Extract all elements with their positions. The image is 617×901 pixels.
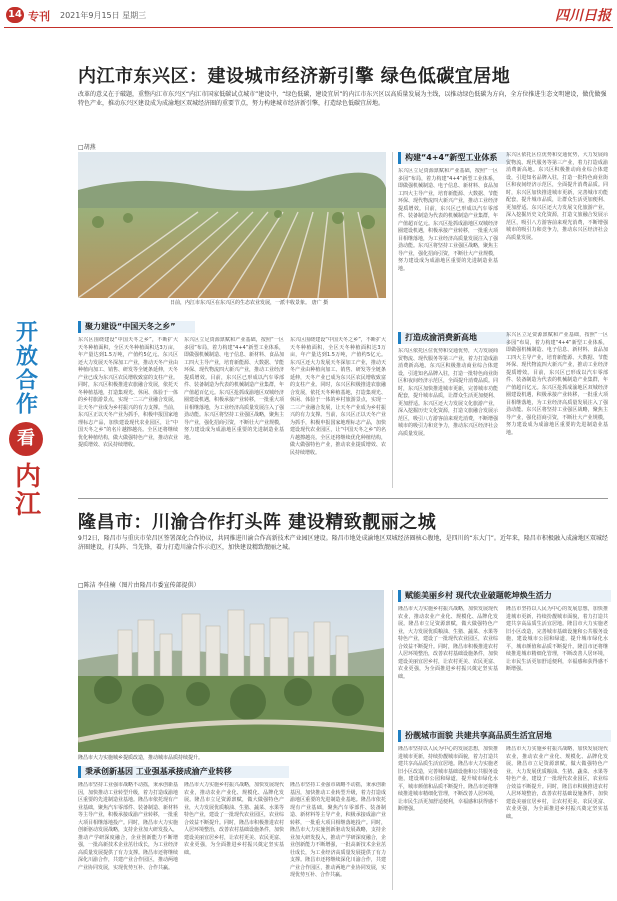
- story2-body-col1: 隆昌市大力实施乡村振兴战略，加快发展现代农业，推动农业产业化、规模化、品牌化发展。隆昌市立足资源禀赋，做大做强特色产业，大力发展优质粮油、生猪、蔬菜、水果等特色产业，建设了一批现代农业园区，农业综合效益不断提升。同时，隆昌市积极推进农村人居环境整治，改善农村基础设施条件，加快建设美丽宜居乡村，让农村更美、农民更富、农业更强，为全面推进乡村振兴奠定坚实基础。: [398, 606, 498, 680]
- story1-body-col5: 东兴区依托区位优势和交通优势，大力发展商贸物流、现代服务等第三产业，着力打造成渝消费新高地。东兴区积极推动商业综合体建设，引进知名品牌入驻，打造一批特色商业街区和夜间经济示范区，全面提升消费品质。同时，东兴区加快推进城市更新，完善城市功能配套，提升城市品质，让群众生活更加便利、更加舒适。东兴区还大力发展文化旅游产业，深入挖掘历史文化资源，打造文旅融合发展示范区，吸引八方游客前来观光消费，不断增强城市的吸引力和竞争力，推动东兴区经济社会高质量发展。: [506, 152, 608, 241]
- story1-photo: [78, 152, 386, 298]
- page-number: 14: [6, 7, 24, 23]
- story2-photo: [78, 590, 384, 752]
- story1-body-col6: 东兴区依托区位优势和交通优势，大力发展商贸物流、现代服务等第三产业，着力打造成渝消费新高地。东兴区积极推动商业综合体建设，引进知名品牌入驻，打造一批特色商业街区和夜间经济示范区，全面提升消费品质。同时，东兴区加快推进城市更新，完善城市功能配套，提升城市品质，让群众生活更加便利、更加舒适。东兴区还大力发展文化旅游产业，深入挖掘历史文化资源，打造文旅融合发展示范区，吸引八方游客前来观光消费，不断增强城市的吸引力和竞争力，推动东兴区经济社会高质量发展。: [398, 348, 498, 437]
- story-divider: [78, 498, 608, 499]
- story1-body-col7: 东兴区立足资源禀赋和产业基础，按照“一区多园”布局，着力构建“4+4”新型工业体系，即做强机械制造、电子信息、新材料、食品加工四大主导产业，培育新能源、大数据、节能环保、现代物流四大新兴产业，推动工业经济提质增效。目前，东兴区已形成以汽车零部件、装备制造为代表的机械制造产业集群，年产值超百亿元。东兴区抢抓成渝地区双城经济圈建设机遇，积极承接产业转移，一批重大项目相继落地，为工业经济高质量发展注入了强劲动能。东兴区将坚持工业强区战略，聚焦主导产业，强化招商引资，不断壮大产业规模，努力建设成为成渝地区重要的先进制造业基地。: [506, 332, 608, 436]
- story1-headline: 内江市东兴区：建设城市经济新引擎 绿色低碳宜居地: [78, 66, 511, 87]
- story2-subhead-right1: 赋能美丽乡村 现代农业破题乾坤焕生活力: [398, 590, 611, 602]
- story2-byline: □陈洁 李佳楠（图片由隆昌市委宣传部提供）: [78, 582, 200, 589]
- story1-intro: 改革的意义在于破题，重整内江市东兴区“内江市国家低碳试点城市”建设中，“绿色低碳，建设宜居”的内江市东兴区以高质量发展为主线，以推动绿色低碳为方向，全方位推进生态文明建设，做优做强特色产业，推动东兴区建设成为成渝地区双城经济圈的重要节点，努力构建城市经济新引擎，打造绿色低碳宜居地。: [78, 91, 607, 107]
- story2-headline: 隆昌市：川渝合作打头阵 建设精致靓丽之城: [78, 512, 437, 533]
- story2-body-col5: 隆昌市坚持工业强市战略不动摇，秉承创新基因，加快推动工业转型升级，着力打造成渝地区重要的先进制造业基地。隆昌市依托现有产业基础，聚焦汽车零部件、装备制造、新材料等主导产业，积极承接成渝产业转移，一批重大项目相继落地投产。同时，隆昌市大力实施创新驱动发展战略，支持企业加大研发投入，推动产学研深度融合，企业创新能力不断增强，一批高新技术企业茁壮成长，为工业经济高质量发展提供了有力支撑。隆昌市还将继续深化川渝合作，共建产业合作园区，推动两地产业协同发展，实现优势互补、合作共赢。: [78, 782, 178, 871]
- column-divider: [392, 590, 393, 890]
- story1-body-col1: 东兴区围绕建设“中国天冬之乡”，不断扩大天冬种植面积，全区天冬种植面积达3万亩，年产量达到1.5万吨，产值约5亿元。东兴区还大力发展天冬深加工产业，推动天冬产业由种植向加工、销售、研发等全链条延伸，天冬产业已成为东兴区农民增收致富的支柱产业。同时，东兴区积极推进农旅融合发展，依托天冬种植基地，打造集观光、休闲、体验于一体的乡村旅游景点，实现一二三产业融合发展，让天冬产业成为乡村振兴的有力支撑。当前，东兴区正以天冬产业为抓手，积极申报国家地理标志产品，加快建设现代农业园区，让“中国天冬之乡”的名片越擦越亮。全区还将继续优化种植结构，做大做强特色产业，推动农业提质增效、农民持续增收。: [78, 337, 178, 448]
- story2-body-col6: 隆昌市大力实施乡村振兴战略，加快发展现代农业，推动农业产业化、规模化、品牌化发展。隆昌市立足资源禀赋，做大做强特色产业，大力发展优质粮油、生猪、蔬菜、水果等特色产业，建设了一批现代农业园区，农业综合效益不断提升。同时，隆昌市积极推进农村人居环境整治，改善农村基础设施条件，加快建设美丽宜居乡村，让农村更美、农民更富、农业更强，为全面推进乡村振兴奠定坚实基础。: [184, 782, 284, 856]
- sidebar-banner: [4, 320, 48, 518]
- masthead-rule: [4, 27, 613, 28]
- story1-body-col4: 东兴区立足资源禀赋和产业基础，按照“一区多园”布局，着力构建“4+4”新型工业体系，即做强机械制造、电子信息、新材料、食品加工四大主导产业，培育新能源、大数据、节能环保、现代物流四大新兴产业，推动工业经济提质增效。目前，东兴区已形成以汽车零部件、装备制造为代表的机械制造产业集群，年产值超百亿元。东兴区抢抓成渝地区双城经济圈建设机遇，积极承接产业转移，一批重大项目相继落地，为工业经济高质量发展注入了强劲动能。东兴区将坚持工业强区战略，聚焦主导产业，强化招商引资，不断壮大产业规模，努力建设成为成渝地区重要的先进制造业基地。: [398, 168, 498, 272]
- story2-body-col7: 隆昌市坚持工业强市战略不动摇，秉承创新基因，加快推动工业转型升级，着力打造成渝地区重要的先进制造业基地。隆昌市依托现有产业基础，聚焦汽车零部件、装备制造、新材料等主导产业，积极承接成渝产业转移，一批重大项目相继落地投产。同时，隆昌市大力实施创新驱动发展战略，支持企业加大研发投入，推动产学研深度融合，企业创新能力不断增强，一批高新技术企业茁壮成长，为工业经济高质量发展提供了有力支撑。隆昌市还将继续深化川渝合作，共建产业合作园区，推动两地产业协同发展，实现优势互补、合作共赢。: [290, 782, 386, 878]
- sidebar-subtitle: 内江: [10, 462, 41, 518]
- story2-body-col2: 隆昌市坚持以人民为中心的发展思想，加快推进城市更新，持续扮靓城市面貌，着力打造共建共享高品质生活宜居地。隆昌市大力实施老旧小区改造，完善城市基础设施和公共服务设施，建设城市公园和绿道，提升城市绿化水平，城市颜值和品质不断提升。隆昌市还将继续推进城市精细化管理，不断改善人居环境，让市民生活更加舒适便利，幸福感和获得感不断增强。: [506, 606, 608, 672]
- paper-logo: 四川日报: [555, 8, 611, 24]
- sidebar-circle-badge: 看: [9, 422, 43, 456]
- story1-subhead-left: 聚力建设“中国天冬之乡”: [78, 321, 195, 333]
- column-divider: [392, 152, 393, 488]
- story1-photo-caption: 日前，内江市东兴区在东兴区的生态农业发展，一派丰收景象。 唐广 摄: [170, 300, 329, 306]
- masthead: [0, 0, 617, 28]
- story2-intro: 9月2日，隆昌市与重庆市荣昌区签署深化合作协议，共同推进川渝合作高新技术产业园区建设。隆昌市地处成渝地区双城经济圈核心腹地，是四川的“东大门”。近年来，隆昌市积极融入成渝地区双城经济圈建设，打头阵、当先锋，着力打造川渝合作示范区，加快建设精致靓丽之城。: [78, 535, 608, 551]
- story2-subhead-left: 秉承创新基因 工业强基承接成渝产业转移: [78, 766, 289, 778]
- story1-body-col2: 东兴区立足资源禀赋和产业基础，按照“一区多园”布局，着力构建“4+4”新型工业体系，即做强机械制造、电子信息、新材料、食品加工四大主导产业，培育新能源、大数据、节能环保、现代物流四大新兴产业，推动工业经济提质增效。目前，东兴区已形成以汽车零部件、装备制造为代表的机械制造产业集群，年产值超百亿元。东兴区抢抓成渝地区双城经济圈建设机遇，积极承接产业转移，一批重大项目相继落地，为工业经济高质量发展注入了强劲动能。东兴区将坚持工业强区战略，聚焦主导产业，强化招商引资，不断壮大产业规模，努力建设成为成渝地区重要的先进制造业基地。: [184, 337, 284, 441]
- issue-date: 2021年9月15日 星期三: [60, 11, 147, 20]
- section-name: 专刊: [28, 10, 50, 23]
- story2-photo-caption: 隆昌市大力实施城乡提质改造，推动城市品质持续提升。: [78, 755, 204, 761]
- story1-byline: □胡燕: [78, 144, 96, 151]
- story2-body-col4: 隆昌市大力实施乡村振兴战略，加快发展现代农业，推动农业产业化、规模化、品牌化发展。隆昌市立足资源禀赋，做大做强特色产业，大力发展优质粮油、生猪、蔬菜、水果等特色产业，建设了一批现代农业园区，农业综合效益不断提升。同时，隆昌市积极推进农村人居环境整治，改善农村基础设施条件，加快建设美丽宜居乡村，让农村更美、农民更富、农业更强，为全面推进乡村振兴奠定坚实基础。: [506, 746, 608, 820]
- sidebar-title: 开放合作: [12, 320, 39, 416]
- story2-body-col3: 隆昌市坚持以人民为中心的发展思想，加快推进城市更新，持续扮靓城市面貌，着力打造共建共享高品质生活宜居地。隆昌市大力实施老旧小区改造，完善城市基础设施和公共服务设施，建设城市公园和绿道，提升城市绿化水平，城市颜值和品质不断提升。隆昌市还将继续推进城市精细化管理，不断改善人居环境，让市民生活更加舒适便利，幸福感和获得感不断增强。: [398, 746, 498, 812]
- story1-subhead-right2: 打造成渝消费新高地: [398, 332, 509, 344]
- story1-body-col3: 东兴区围绕建设“中国天冬之乡”，不断扩大天冬种植面积，全区天冬种植面积达3万亩，年产量达到1.5万吨，产值约5亿元。东兴区还大力发展天冬深加工产业，推动天冬产业由种植向加工、销售、研发等全链条延伸，天冬产业已成为东兴区农民增收致富的支柱产业。同时，东兴区积极推进农旅融合发展，依托天冬种植基地，打造集观光、休闲、体验于一体的乡村旅游景点，实现一二三产业融合发展，让天冬产业成为乡村振兴的有力支撑。当前，东兴区正以天冬产业为抓手，积极申报国家地理标志产品，加快建设现代农业园区，让“中国天冬之乡”的名片越擦越亮。全区还将继续优化种植结构，做大做强特色产业，推动农业提质增效、农民持续增收。: [290, 337, 386, 456]
- story2-subhead-right2: 扮靓城市面貌 共建共享高品质生活宜居地: [398, 730, 611, 742]
- story1-subhead-right1: 构建“4+4”新型工业体系: [398, 152, 509, 164]
